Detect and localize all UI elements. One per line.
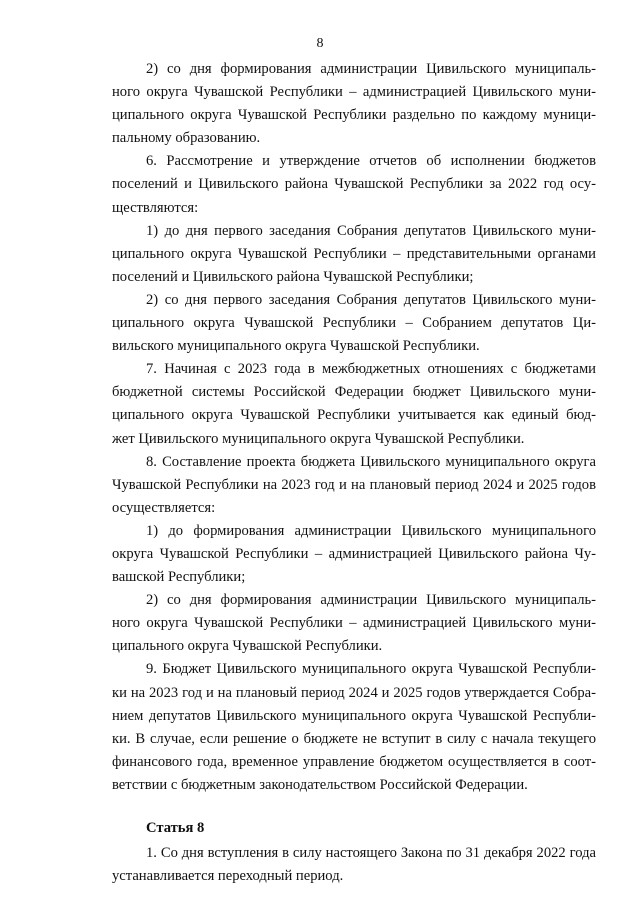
text-line: вашской Республики; xyxy=(112,569,246,586)
text-line: ципального округа Чувашской Республики учитывается как единый бюд- xyxy=(112,407,596,424)
text-line: 1) до дня первого заседания Собрания депутатов Цивильского муни- xyxy=(146,222,596,239)
text-line: ного округа Чувашской Республики – администрацией Цивильского муни- xyxy=(112,84,596,101)
text-line: пальному образованию. xyxy=(112,130,261,147)
paragraph-9 xyxy=(112,658,596,797)
text-line: жет Цивильского муниципального округа Чувашской Республики. xyxy=(112,430,525,447)
text-line: 7. Начиная с 2023 года в межбюджетных отношениях с бюджетами xyxy=(146,361,596,378)
text-line: Чувашской Республики на 2023 год и на плановый период 2024 и 2025 годов xyxy=(112,476,596,493)
text-line: 1) до формирования администрации Цивильского муниципального xyxy=(146,522,596,539)
paragraph-7 xyxy=(112,358,596,450)
text-line: 2) со дня первого заседания Собрания депутатов Цивильского муни- xyxy=(146,291,596,308)
text-line: ного округа Чувашской Республики – администрацией Цивильского муни- xyxy=(112,615,596,632)
text-line: 8. Составление проекта бюджета Цивильского муниципального округа xyxy=(146,453,596,470)
text-line: ки. В случае, если решение о бюджете не вступит в силу с начала текущего xyxy=(112,730,596,747)
text-line: бюджетной системы Российской Федерации бюджет Цивильского муни- xyxy=(112,384,596,401)
text-line: вильского муниципального округа Чувашской Республики. xyxy=(112,338,480,355)
text-line: ществляются: xyxy=(112,199,199,216)
paragraph-5-2 xyxy=(112,58,596,150)
text-line: ки на 2023 год и на плановый период 2024 и 2025 годов утверждается Собра- xyxy=(112,684,596,701)
text-line: ветствии с бюджетным законодательством Российской Федерации. xyxy=(112,776,528,793)
text-line: ципального округа Чувашской Республики раздельно по каждому муници- xyxy=(112,107,596,124)
text-line: осуществляется: xyxy=(112,499,216,516)
paragraph-6 xyxy=(112,150,596,219)
article-heading: Статья 8 xyxy=(146,820,205,836)
text-line: 9. Бюджет Цивильского муниципального округа Чувашской Республи- xyxy=(146,661,596,678)
page-number: 8 xyxy=(316,36,324,51)
text-line: ципального округа Чувашской Республики – Собранием депутатов Ци- xyxy=(112,315,596,332)
text-line: ципального округа Чувашской Республики. xyxy=(112,638,383,655)
text-line: ципального округа Чувашской Республики – представительными органами xyxy=(112,245,596,262)
text-line: нием депутатов Цивильского муниципального округа Чувашской Республи- xyxy=(112,707,596,724)
text-line: 2) со дня формирования администрации Цивильского муниципаль- xyxy=(146,61,596,77)
paragraph-8-1 xyxy=(112,520,596,589)
paragraph-8 xyxy=(112,451,596,520)
text-line: 2) со дня формирования администрации Цивильского муниципаль- xyxy=(146,592,596,609)
text-line: поселений и Цивильского района Чувашской Республики за 2022 год осу- xyxy=(112,176,596,193)
paragraph-6-2 xyxy=(112,289,596,358)
text-line: устанавливается переходный период. xyxy=(112,868,344,885)
paragraph-8-2 xyxy=(112,589,596,658)
text-line: 6. Рассмотрение и утверждение отчетов об исполнении бюджетов xyxy=(146,153,596,170)
text-line: округа Чувашской Республики – администрацией Цивильского района Чу- xyxy=(112,545,596,562)
text-line: финансового года, временное управление бюджетом осуществляется в соот- xyxy=(112,753,596,770)
text-line: поселений и Цивильского района Чувашской Республики; xyxy=(112,268,474,285)
article-8-paragraph-1 xyxy=(112,842,596,888)
paragraph-6-1 xyxy=(112,220,596,289)
text-line: 1. Со дня вступления в силу настоящего Закона по 31 декабря 2022 года xyxy=(146,845,596,862)
document-body xyxy=(112,58,596,888)
